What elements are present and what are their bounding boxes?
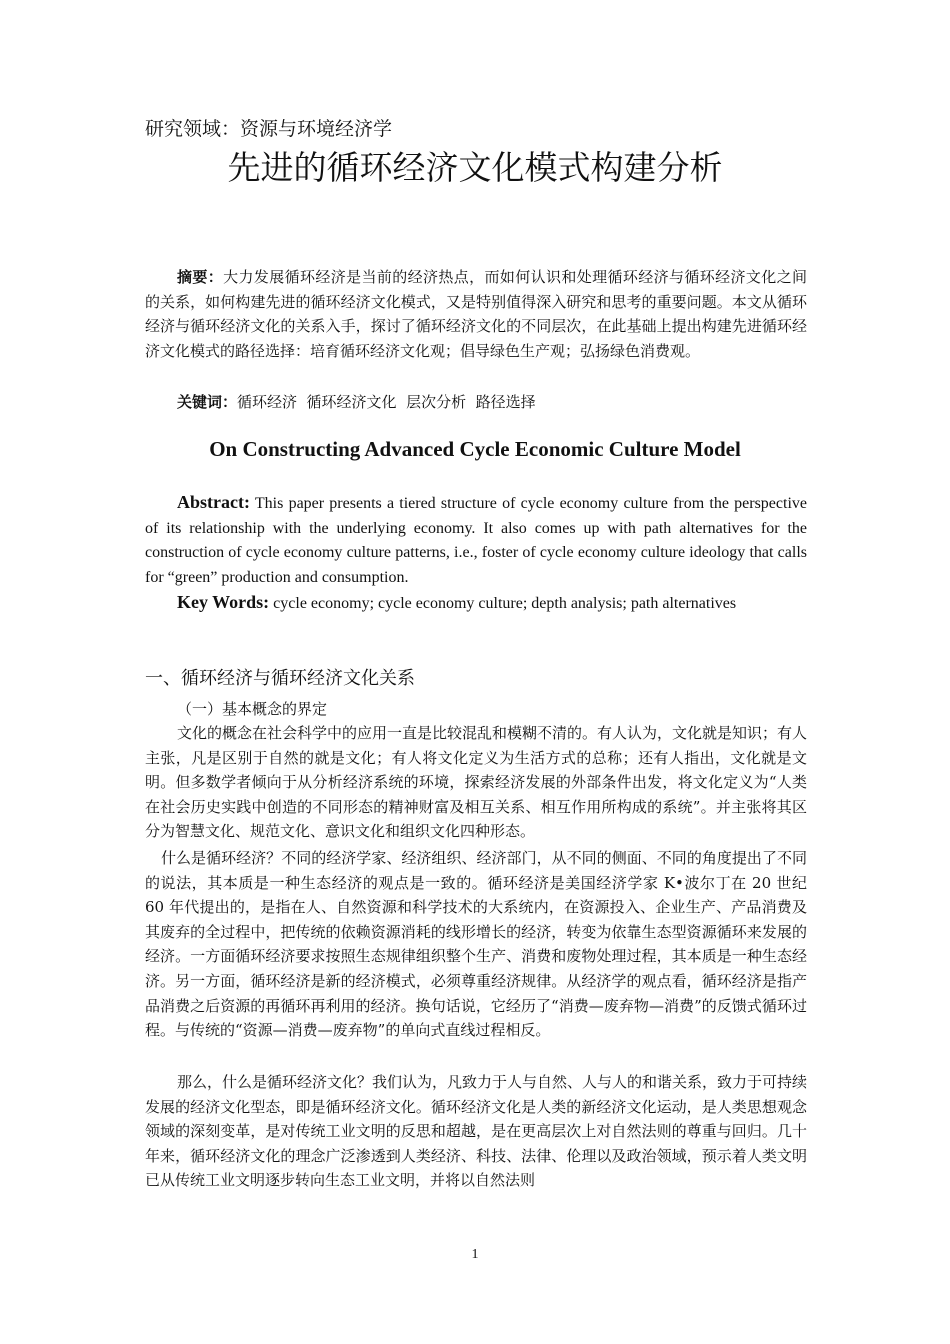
- keywords-en-text: cycle economy; cycle economy culture; depth analysis; path alternatives: [269, 595, 737, 612]
- section-heading: 一、循环经济与循环经济文化关系: [145, 668, 415, 689]
- research-field: 研究领域：资源与环境经济学: [145, 118, 393, 140]
- page-title-cn: 先进的循环经济文化模式构建分析: [227, 148, 723, 187]
- abstract-en: [145, 490, 807, 590]
- abstract-en-text: This paper presents a tiered structure of cycle economy culture from the perspective of its relationship with the underlying economy. It also comes up with path alternatives for the construction of cycle economy culture patterns, i.e., foster of cycle economy culture ideology that calls for “green” production and consumption.: [145, 495, 807, 586]
- keywords-cn: [145, 390, 807, 415]
- keywords-cn-label: 关键词：: [177, 393, 238, 411]
- abstract-cn-text: 大力发展循环经济是当前的经济热点，而如何认识和处理循环经济与循环经济文化之间的关系，如何构建先进的循环经济文化模式，又是特别值得深入研究和思考的重要问题。本文从循环经济与循环经济文化的关系入手，探讨了循环经济文化的不同层次，在此基础上提出构建先进循环经济文化模式的路径选择：培育循环经济文化观；倡导绿色生产观；弘扬绿色消费观。: [145, 268, 807, 360]
- keywords-en-label: Key Words:: [177, 592, 270, 612]
- page-title-en: On Constructing Advanced Cycle Economic Culture Model: [209, 437, 741, 461]
- abstract-cn-label: 摘要：: [177, 268, 224, 286]
- keywords-en: [145, 590, 807, 617]
- paragraph-3: 那么，什么是循环经济文化？我们认为，凡致力于人与自然、人与人的和谐关系，致力于可持续发展的经济文化型态，即是循环经济文化。循环经济文化是人类的新经济文化运动，是人类思想观念领域的深刻变革，是对传统工业文明的反思和超越，是在更高层次上对自然法则的尊重与回归。几十年来，循环经济文化的理念广泛渗透到人类经济、科技、法律、伦理以及政治领域，预示着人类文明已从传统工业文明逐步转向生态工业文明，并将以自然法则: [145, 1073, 808, 1190]
- subsection-heading: （一）基本概念的界定: [177, 700, 328, 718]
- paragraph-1: 文化的概念在社会科学中的应用一直是比较混乱和模糊不清的。有人认为，文化就是知识；有人主张，凡是区别于自然的就是文化；有人将文化定义为生活方式的总称；还有人指出，文化就是文明。但多数学者倾向于从分析经济系统的环境，探索经济发展的外部条件出发，将文化定义为“人类在社会历史实践中创造的不同形态的精神财富及相互关系、相互作用所构成的系统”。并主张将其区分为智慧文化、规范文化、意识文化和组织文化四种形态。: [145, 724, 808, 841]
- abstract-cn: [145, 265, 807, 363]
- abstract-en-label: Abstract:: [177, 492, 250, 512]
- keywords-cn-text: 循环经济 循环经济文化 层次分析 路径选择: [237, 393, 536, 411]
- page-number: 1: [471, 1247, 479, 1262]
- paragraph-2: 什么是循环经济？不同的经济学家、经济组织、经济部门，从不同的侧面、不同的角度提出了不同的说法，其本质是一种生态经济的观点是一致的。循环经济是美国经济学家 K•波尔丁在 20 世纪 60 年代提出的，是指在人、自然资源和科学技术的大系统内，在资源投入、企业生产、产品消费及其废弃的全过程中，把传统的依赖资源消耗的线形增长的经济，转变为依靠生态型资源循环来发展的经济。一方面循环经济要求按照生态规律组织整个生产、消费和废物处理过程，其本质是一种生态经济。另一方面，循环经济是新的经济模式，必须尊重经济规律。从经济学的观点看，循环经济是指产品消费之后资源的再循环再利用的经济。换句话说，它经历了“消费—废弃物—消费”的反馈式循环过程。与传统的“资源—消费—废弃物”的单向式直线过程相反。: [145, 849, 807, 1040]
